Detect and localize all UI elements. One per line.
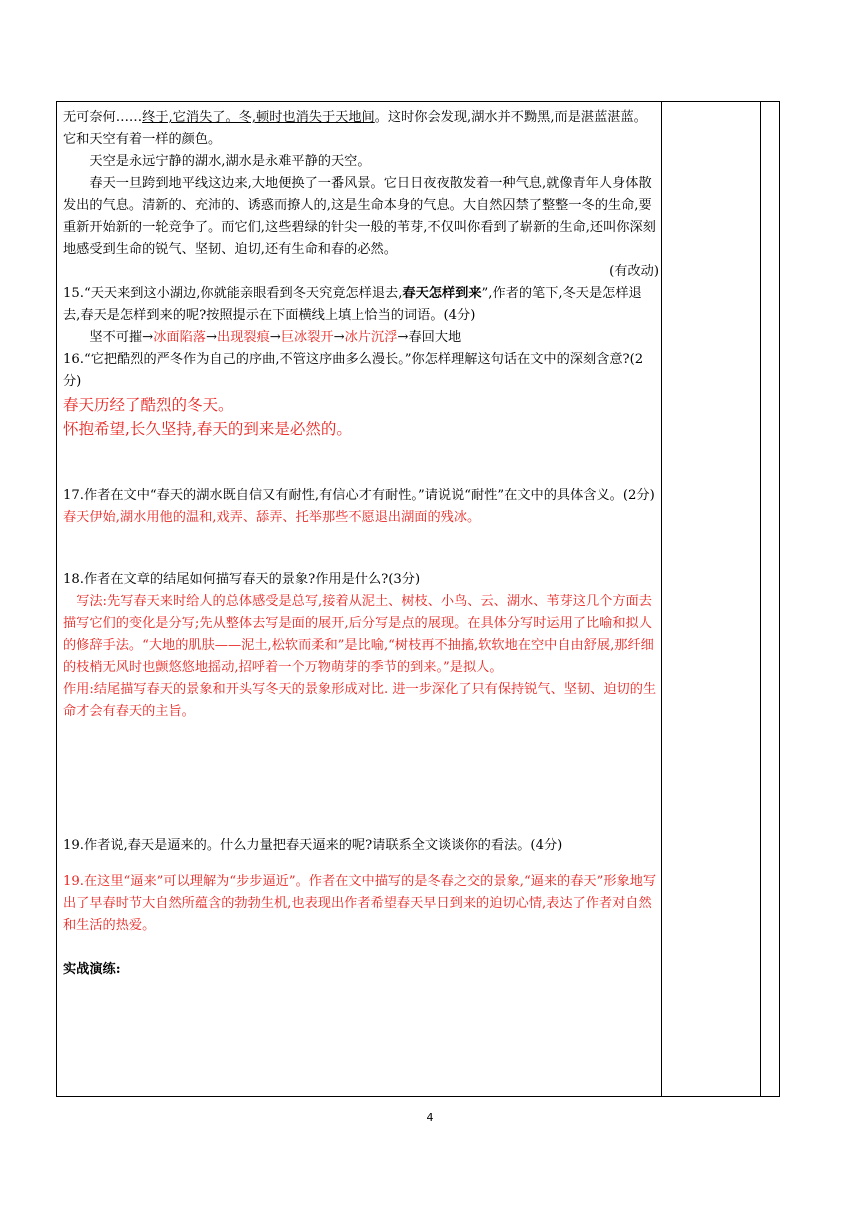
passage-paragraph: 天空是永远宁静的湖水,湖水是永难平静的天空。	[89, 154, 371, 169]
answer-blank-1: 冰面陷落	[153, 330, 206, 345]
question-15	[63, 283, 659, 327]
spacer	[63, 937, 659, 959]
question-19: 19.作者说,春天是逼来的。什么力量把春天逼来的呢?请联系全文谈谈你的看法。(4分)	[63, 838, 563, 853]
answer-chain	[63, 327, 659, 349]
arrow: →	[333, 330, 345, 345]
question-16: 16.“它把酷烈的严冬作为自己的序曲,不管这序曲多么漫长。”你怎样理解这句话在文中的深刻含意?(2分)	[63, 352, 644, 389]
column-divider	[661, 102, 662, 1096]
spacer	[63, 857, 659, 871]
answer-17: 春天伊始,湖水用他的温和,戏弄、舔弄、托举那些不愿退出湖面的残冰。	[63, 510, 481, 525]
answer-blank-3: 巨冰裂开	[280, 330, 334, 345]
main-column	[63, 107, 659, 981]
passage-text: 。这时你会发现,湖水并不黝黑,而是湛蓝湛蓝。它和天空有着一样的颜色。	[63, 110, 647, 147]
passage-text: 无可奈何……	[63, 110, 143, 125]
column-divider	[760, 102, 761, 1096]
spacer	[63, 441, 659, 485]
passage-note: (有改动)	[609, 264, 659, 279]
chain-start: 坚不可摧	[89, 330, 143, 345]
bold-phrase: 春天怎样到来	[402, 286, 482, 301]
question-text: ”,作者的笔下,冬天是怎样退去,春天是怎样到来的呢?按照提示在下面横线上填上恰当的词语。(4分)	[63, 286, 642, 323]
arrow: →	[205, 330, 218, 345]
answer-16-line-1: 春天历经了酷烈的冬天。	[63, 396, 234, 414]
answer-18-method: 写法:先写春天来时给人的总体感受是总写,接着从泥土、树枝、小鸟、云、湖水、苇芽这几个方面去描写它们的变化是分写;先从整体去写是面的展开,后分写是点的展现。在具体分写时运用了比喻和拟人的修辞手法。“大地的肌肤——泥土,松软而柔和”是比喻,“树枝再不抽搐,软软地在空中自由舒展,那纤细的枝梢无风时也颤悠悠地摇动,招呼着一个万物萌芽的季节的到来。”是拟人。	[63, 594, 654, 675]
arrow: →	[142, 330, 154, 345]
answer-18-effect: 作用:结尾描写春天的景象和开头写冬天的景象形成对比. 进一步深化了只有保持锐气、坚韧、迫切的生命才会有春天的主旨。	[63, 682, 657, 719]
arrow: →	[397, 330, 409, 345]
worksheet-table	[56, 101, 780, 1097]
practice-section-title: 实战演练:	[63, 962, 121, 977]
spacer	[63, 723, 659, 835]
chain-end: 春回大地	[408, 330, 462, 345]
passage-line	[63, 107, 659, 151]
answer-19: 19.在这里“逼来”可以理解为“步步逼近”。作者在文中描写的是冬春之交的景象,“逼来的春天”形象地写出了早春时节大自然所蕴含的勃勃生机,也表现出作者希望春天早日到来的迫切心情,表达了作者对自然和生活的热爱。	[63, 874, 657, 933]
question-18: 18.作者在文章的结尾如何描写春天的景象?作用是什么?(3分)	[63, 572, 421, 587]
spacer	[63, 529, 659, 569]
arrow: →	[269, 330, 281, 345]
question-text: 15.“天天来到这小湖边,你就能亲眼看到冬天究竟怎样退去,	[63, 286, 403, 301]
underlined-sentence: 终于,它消失了。冬,顿时也消失于天地间	[142, 110, 375, 125]
passage-paragraph: 春天一旦跨到地平线这边来,大地便换了一番风景。它日日夜夜散发着一种气息,就像青年人身体散发出的气息。清新的、充沛的、诱惑而撩人的,这是生命本身的气息。大自然囚禁了整整一冬的生命,要重新开始新的一轮竞争了。而它们,这些碧绿的针尖一般的苇芽,不仅叫你看到了崭新的生命,还叫你深刻地感受到生命的锐气、坚韧、迫切,还有生命和春的必然。	[63, 176, 656, 257]
answer-blank-4: 冰片沉浮	[344, 330, 398, 345]
answer-blank-2: 出现裂痕	[217, 330, 270, 345]
answer-16-line-2: 怀抱希望,长久坚持,春天的到来是必然的。	[63, 420, 352, 438]
question-17: 17.作者在文中“春天的湖水既自信又有耐性,有信心才有耐性。”请说说“耐性”在文中的具体含义。(2分)	[63, 488, 655, 503]
page-number: 4	[426, 1111, 434, 1124]
